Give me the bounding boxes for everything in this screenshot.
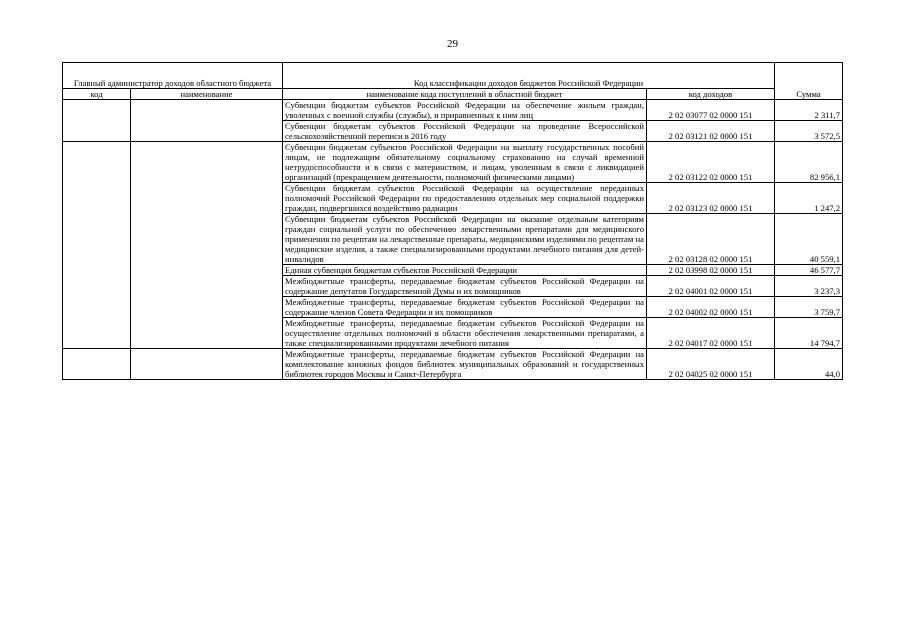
- sum-cell: 3 237,3: [775, 276, 843, 297]
- sum-cell: 46 577,7: [775, 265, 843, 276]
- sum-cell: 40 559,1: [775, 214, 843, 265]
- sum-cell: 3 572,5: [775, 121, 843, 142]
- income-code-cell: 2 02 03123 02 0000 151: [647, 183, 775, 214]
- receipt-name-cell: Межбюджетные трансферты, передаваемые бюджетам субъектов Российской Федерации на осуществление отдельных полномочий в области обеспечения лекарственными препаратами, а также специализированными продуктами лечебного питания: [283, 318, 647, 349]
- income-code-cell: 2 02 03077 02 0000 151: [647, 100, 775, 121]
- receipt-name-cell: Субвенции бюджетам субъектов Российской Федерации на проведение Всероссийской сельскохозяйственной переписи в 2016 году: [283, 121, 647, 142]
- receipt-name-header: наименование кода поступлений в областной бюджет: [283, 89, 647, 100]
- income-code-header: код доходов: [647, 89, 775, 100]
- receipt-name-cell: Межбюджетные трансферты, передаваемые бюджетам субъектов Российской Федерации на комплектование книжных фондов библиотек муниципальных образований и государственных библиотек городов Москвы и Санкт-Петербурга: [283, 349, 647, 380]
- income-code-cell: 2 02 04002 02 0000 151: [647, 297, 775, 318]
- classification-header: Код классификации доходов бюджетов Российской Федерации: [283, 63, 775, 89]
- receipt-name-cell: Межбюджетные трансферты, передаваемые бюджетам субъектов Российской Федерации на содержание депутатов Государственной Думы и их помощников: [283, 276, 647, 297]
- name-header: наименование: [131, 89, 283, 100]
- income-code-cell: 2 02 04001 02 0000 151: [647, 276, 775, 297]
- admin-name-cell: [131, 142, 283, 349]
- receipt-name-cell: Субвенции бюджетам субъектов Российской Федерации на обеспечение жильем граждан, уволенных с военной службы (службы), и приравненных к ним лиц: [283, 100, 647, 121]
- admin-code-cell: [63, 142, 131, 349]
- income-code-cell: 2 02 03128 02 0000 151: [647, 214, 775, 265]
- code-header: код: [63, 89, 131, 100]
- header-row: [63, 63, 843, 89]
- sum-cell: 2 311,7: [775, 100, 843, 121]
- budget-income-table: [62, 62, 843, 380]
- table-row: [63, 100, 843, 121]
- subheader-row: [63, 89, 843, 100]
- receipt-name-cell: Межбюджетные трансферты, передаваемые бюджетам субъектов Российской Федерации на содержание членов Совета Федерации и их помощников: [283, 297, 647, 318]
- sum-header: Сумма: [775, 63, 843, 100]
- admin-name-cell: [131, 349, 283, 380]
- receipt-name-cell: Субвенции бюджетам субъектов Российской Федерации на выплату государственных пособий лицам, не подлежащим обязательному социальному страхованию на случай временной нетрудоспособности и в связи с материнством, и лицам, уволенным в связи с ликвидацией организаций (прекращением деятельности, полномочий физическими лицами): [283, 142, 647, 183]
- income-code-cell: 2 02 04025 02 0000 151: [647, 349, 775, 380]
- sum-cell: 3 759,7: [775, 297, 843, 318]
- admin-group-header: Главный администратор доходов областного бюджета: [63, 63, 283, 89]
- admin-name-cell: [131, 100, 283, 142]
- table-row: [63, 142, 843, 183]
- page-number: 29: [447, 38, 458, 50]
- sum-cell: 1 247,2: [775, 183, 843, 214]
- table-row: [63, 349, 843, 380]
- income-code-cell: 2 02 03998 02 0000 151: [647, 265, 775, 276]
- admin-code-cell: [63, 100, 131, 142]
- receipt-name-cell: Субвенции бюджетам субъектов Российской Федерации на осуществление переданных полномочий Российской Федерации по предоставлению отдельных мер социальной поддержки граждан, подвергшихся воздействию радиации: [283, 183, 647, 214]
- income-code-cell: 2 02 04017 02 0000 151: [647, 318, 775, 349]
- income-code-cell: 2 02 03122 02 0000 151: [647, 142, 775, 183]
- admin-code-cell: [63, 349, 131, 380]
- sum-cell: 14 794,7: [775, 318, 843, 349]
- sum-cell: 44,0: [775, 349, 843, 380]
- receipt-name-cell: Единая субвенция бюджетам субъектов Российской Федерации: [283, 265, 647, 276]
- income-code-cell: 2 02 03121 02 0000 151: [647, 121, 775, 142]
- sum-cell: 82 956,1: [775, 142, 843, 183]
- receipt-name-cell: Субвенции бюджетам субъектов Российской Федерации на оказание отдельным категориям граждан социальной услуги по обеспечению лекарственными препаратами для медицинского применения по рецептам на лекарственные препараты, медицинскими изделиями по рецептам на медицинские изделия, а также специализированными продуктами лечебного питания для детей-инвалидов: [283, 214, 647, 265]
